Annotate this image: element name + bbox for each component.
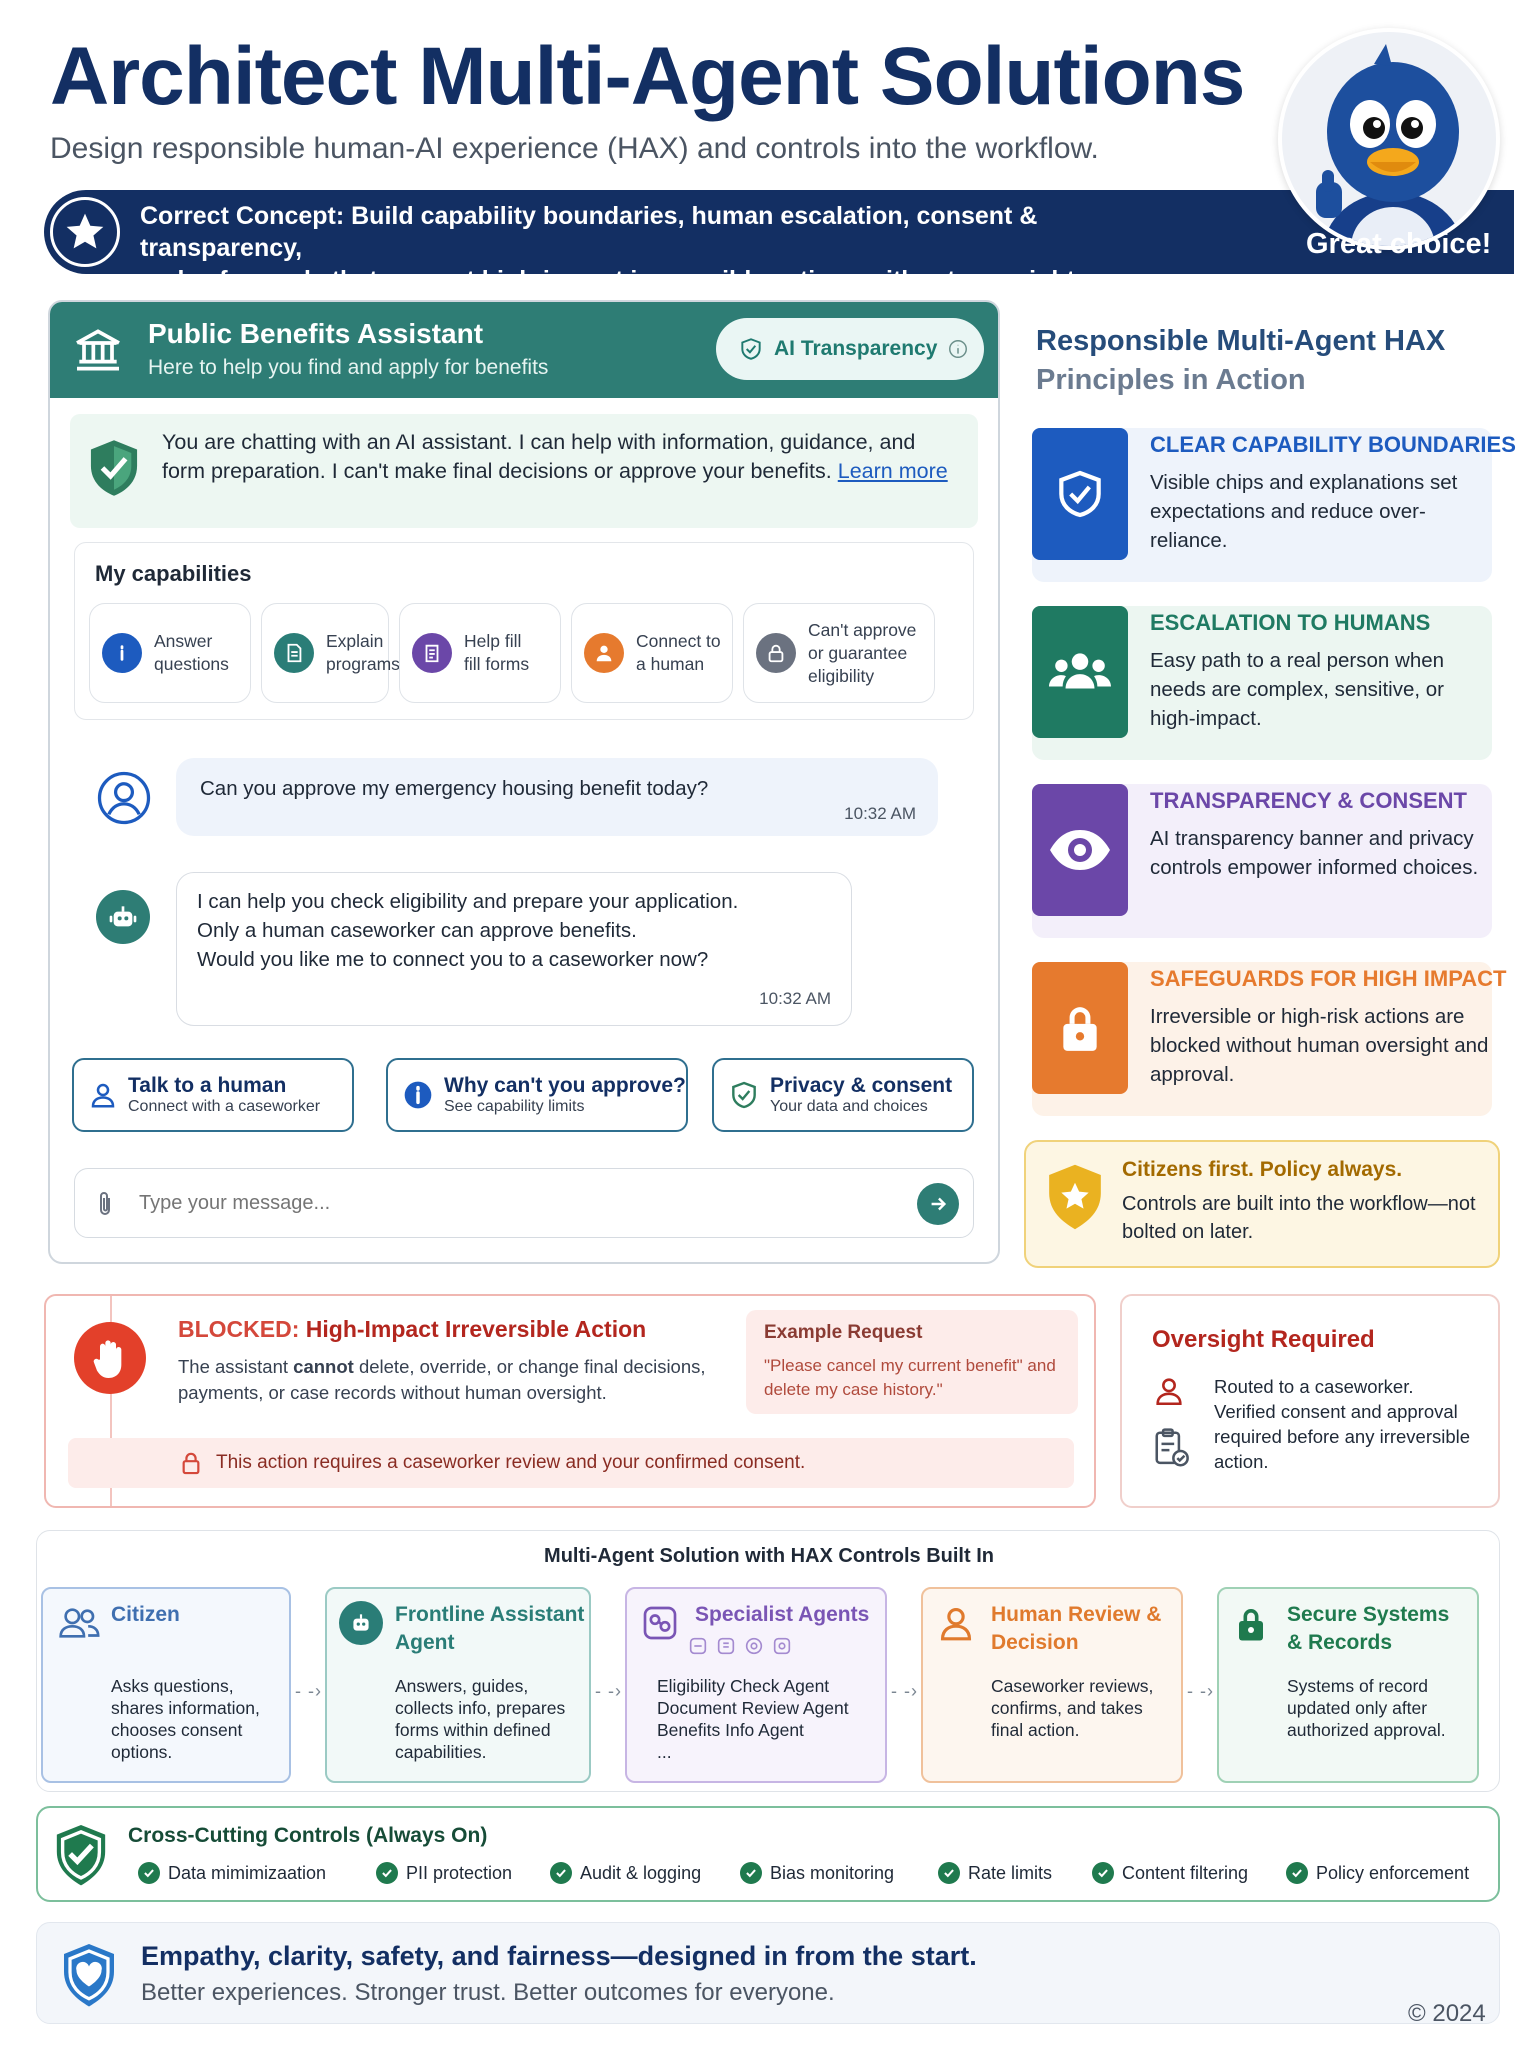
principle-card-transparency: TRANSPARENCY & CONSENT AI transparency banner and privacy controls empower informed choices.	[1032, 784, 1492, 938]
people-icon	[57, 1603, 101, 1643]
control-item: Rate limits	[938, 1862, 1052, 1884]
flow-arrow: - -›	[295, 1681, 322, 1701]
capability-chip-answer[interactable]: Answer questions	[89, 603, 251, 703]
check-icon	[740, 1862, 762, 1884]
privacy-consent-button[interactable]: Privacy & consent Your data and choices	[712, 1058, 974, 1132]
assistant-message-bubble: I can help you check eligibility and prepare your application. Only a human caseworker can approve benefits. Would you like me to connect you to a caseworker now? 10:32 AM	[176, 872, 852, 1026]
multi-agent-flow	[36, 1530, 1500, 1792]
check-icon	[938, 1862, 960, 1884]
control-item: Bias monitoring	[740, 1862, 894, 1884]
message-composer	[74, 1168, 974, 1238]
penguin-mascot	[1278, 28, 1500, 250]
check-icon	[1286, 1862, 1308, 1884]
ai-transparency-chip[interactable]: AI Transparency	[716, 318, 984, 380]
notice-text: You are chatting with an AI assistant. I can help with information, guidance, and form preparation. I can't make final decisions or approve your benefits.	[162, 430, 916, 483]
example-request-box: Example Request "Please cancel my current benefit" and delete my case history."	[746, 1310, 1078, 1414]
principles-title: Responsible Multi-Agent HAX Principles in Action	[1036, 325, 1446, 396]
learn-more-link[interactable]: Learn more	[837, 459, 948, 483]
person-icon	[937, 1603, 975, 1643]
ai-disclosure-notice	[70, 414, 978, 528]
user-message-bubble: Can you approve my emergency housing benefit today? 10:32 AM	[176, 758, 938, 836]
flow-step-citizen: Citizen Asks questions, shares information, chooses consent options.	[41, 1587, 291, 1783]
principle-card-safeguards: SAFEGUARDS FOR HIGH IMPACT Irreversible or high-risk actions are blocked without human oversight and approval.	[1032, 962, 1492, 1116]
user-avatar-icon	[96, 770, 152, 826]
oversight-heading: Oversight Required	[1152, 1326, 1375, 1353]
citizens-body: Controls are built into the workflow—not bolted on later.	[1122, 1193, 1476, 1243]
control-item: Audit & logging	[550, 1862, 701, 1884]
flow-arrow: - -›	[1187, 1681, 1214, 1701]
shield-check-icon	[86, 438, 142, 498]
flow-step-secure-systems: Secure Systems & Records Systems of record updated only after authorized approval.	[1217, 1587, 1479, 1783]
capability-chip-forms[interactable]: Help fill fill forms	[399, 603, 561, 703]
padlock-icon	[1032, 962, 1128, 1094]
form-icon	[412, 633, 452, 673]
check-icon	[1092, 1862, 1114, 1884]
check-icon	[138, 1862, 160, 1884]
check-icon	[376, 1862, 398, 1884]
robot-icon	[339, 1601, 383, 1645]
consent-requirement-bar: This action requires a caseworker review and your confirmed consent.	[68, 1438, 1074, 1488]
shield-check-icon	[1032, 428, 1128, 560]
eye-icon	[1032, 784, 1128, 916]
principle-card-escalation: ESCALATION TO HUMANS Easy path to a real person when needs are complex, sensitive, or high-impact.	[1032, 606, 1492, 760]
capabilities-panel	[74, 542, 974, 720]
flow-arrow: - -›	[891, 1681, 918, 1701]
star-icon	[50, 197, 120, 267]
talk-to-human-button[interactable]: Talk to a human Connect with a caseworker	[72, 1058, 354, 1132]
message-timestamp: 10:32 AM	[759, 989, 831, 1008]
capability-chip-cant-approve[interactable]: Can't approve or guarantee eligibility	[743, 603, 935, 703]
stop-hand-icon	[74, 1322, 146, 1394]
clipboard-check-icon	[1152, 1426, 1190, 1468]
padlock-icon	[1233, 1603, 1269, 1645]
chat-title: Public Benefits Assistant	[148, 318, 484, 349]
shield-check-icon	[728, 1079, 760, 1111]
controls-title: Cross-Cutting Controls (Always On)	[128, 1824, 488, 1847]
footer-tagline: Better experiences. Stronger trust. Better outcomes for everyone.	[141, 1979, 835, 2006]
document-icon	[274, 633, 314, 673]
control-item: PII protection	[376, 1862, 512, 1884]
oversight-line-2: Verified consent and approval required before any irreversible action.	[1214, 1401, 1471, 1472]
assistant-chat-panel	[48, 300, 1000, 1264]
flow-title: Multi-Agent Solution with HAX Controls Built In	[544, 1545, 994, 1567]
concept-text: Correct Concept: Build capability boundaries, human escalation, consent & transparency, and safeguards that prevent high-impact irreversible actions without oversight.	[140, 202, 1082, 294]
shield-heart-icon	[59, 1941, 119, 2007]
shield-check-icon	[52, 1822, 110, 1886]
footer-banner	[36, 1922, 1500, 2024]
cross-cutting-controls	[36, 1806, 1500, 1902]
principle-card-capability: CLEAR CAPABILITY BOUNDARIES Visible chips and explanations set expectations and reduce over-reliance.	[1032, 428, 1492, 582]
shield-check-icon	[738, 336, 764, 362]
why-cant-you-approve-button[interactable]: Why can't you approve? See capability limits	[386, 1058, 688, 1132]
capability-chip-connect[interactable]: Connect to a human	[571, 603, 733, 703]
flow-arrow: - -›	[595, 1681, 622, 1701]
lock-icon	[756, 633, 796, 673]
send-button[interactable]	[917, 1183, 959, 1225]
page-title: Architect Multi-Agent Solutions	[50, 31, 1245, 122]
citizens-heading: Citizens first. Policy always.	[1122, 1158, 1403, 1181]
control-item: Content filtering	[1092, 1862, 1248, 1884]
chat-header	[50, 302, 998, 398]
footer-headline: Empathy, clarity, safety, and fairness—designed in from the start.	[141, 1941, 977, 1971]
flow-step-frontline: Frontline Assistant Agent Answers, guides, collects info, prepares forms within defined capabilities.	[325, 1587, 591, 1783]
capability-chip-explain[interactable]: Explain programs	[261, 603, 389, 703]
flow-step-specialist: Specialist Agents Eligibility Check Agent Document Review Agent Benefits Info Agent ...	[625, 1587, 887, 1783]
robot-avatar-icon	[96, 890, 150, 944]
person-icon	[584, 633, 624, 673]
blocked-heading: BLOCKED: High-Impact Irreversible Action	[178, 1316, 647, 1342]
mascot-caption: Great choice!	[1306, 228, 1492, 260]
agents-network-icon	[639, 1603, 681, 1643]
oversight-line-1: Routed to a caseworker.	[1214, 1376, 1414, 1397]
specialist-agent-icons	[687, 1635, 793, 1657]
person-icon	[1152, 1374, 1186, 1408]
capabilities-title: My capabilities	[95, 561, 252, 586]
check-icon	[550, 1862, 572, 1884]
blocked-action-panel	[44, 1294, 1096, 1508]
blocked-description: The assistant cannot delete, override, or change final decisions, payments, or case records without human oversight.	[178, 1356, 706, 1403]
message-input[interactable]	[139, 1187, 859, 1219]
info-icon	[947, 338, 969, 360]
flow-step-human-review: Human Review & Decision Caseworker reviews, confirms, and takes final action.	[921, 1587, 1183, 1783]
person-icon	[88, 1080, 118, 1110]
government-building-icon	[70, 322, 126, 378]
oversight-required-panel	[1120, 1294, 1500, 1508]
control-item: Policy enforcement	[1286, 1862, 1469, 1884]
shield-star-icon	[1044, 1162, 1106, 1232]
people-group-icon	[1032, 606, 1128, 738]
paperclip-icon[interactable]	[93, 1189, 117, 1219]
citizens-first-callout	[1024, 1140, 1500, 1268]
info-icon	[402, 1079, 434, 1111]
chat-subtitle: Here to help you find and apply for benefits	[148, 356, 549, 379]
control-item: Data mimimizaation	[138, 1862, 326, 1884]
lock-icon	[180, 1451, 202, 1475]
message-timestamp: 10:32 AM	[844, 804, 916, 823]
copyright: © 2024	[1408, 2000, 1486, 2027]
info-icon	[102, 633, 142, 673]
page-subtitle: Design responsible human-AI experience (HAX) and controls into the workflow.	[50, 132, 1099, 165]
